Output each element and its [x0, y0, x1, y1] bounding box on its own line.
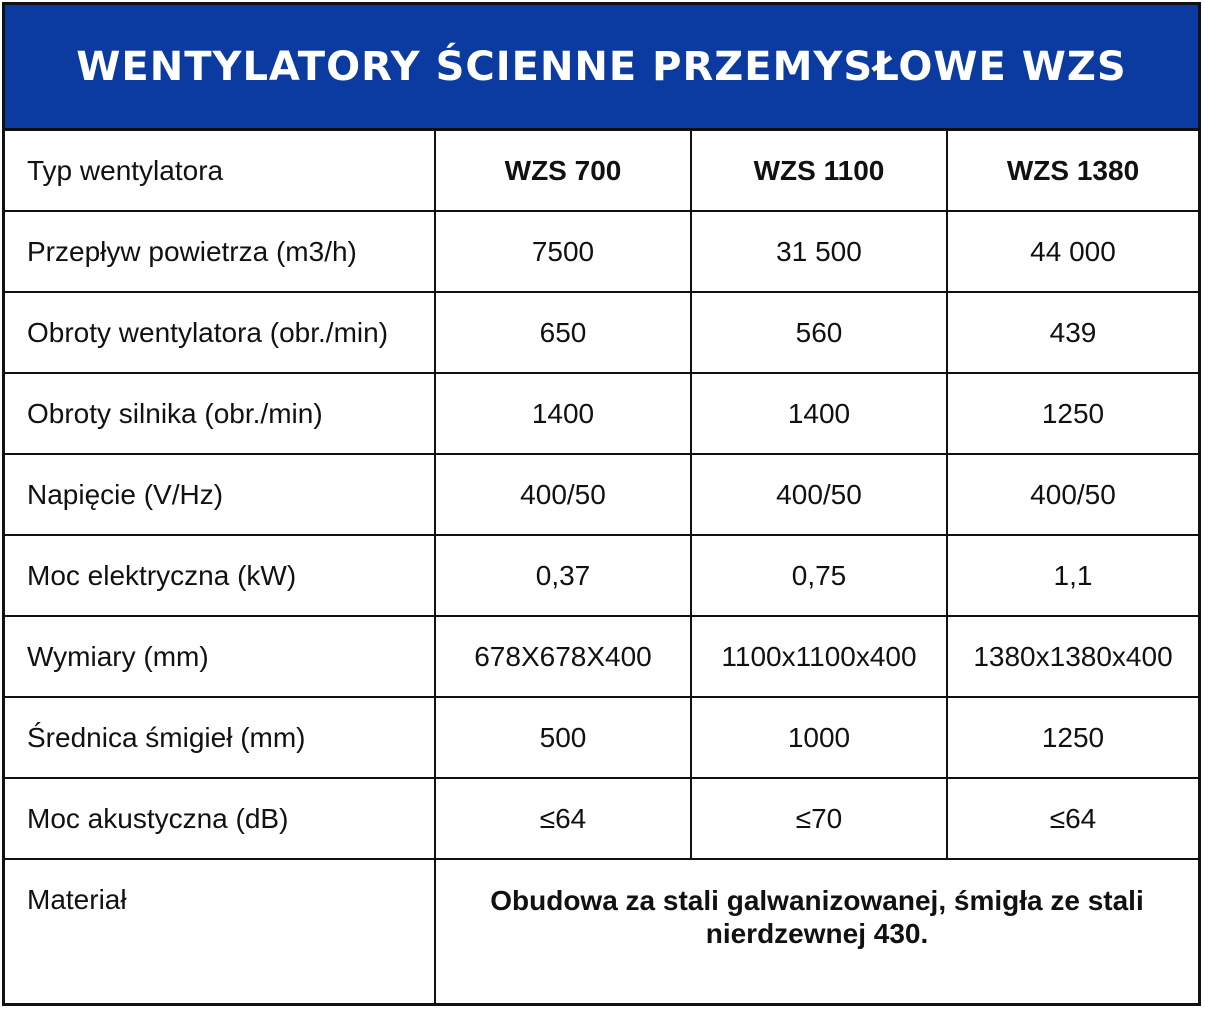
spec-table — [5, 131, 1198, 1004]
model-header-wzs-700: WZS 700 — [435, 131, 691, 211]
cell-value: 1250 — [947, 697, 1198, 778]
cell-value: 1000 — [691, 697, 947, 778]
cell-value: 650 — [435, 292, 691, 373]
row-airflow — [5, 211, 1198, 292]
row-blade-diameter — [5, 697, 1198, 778]
row-acoustic-power — [5, 778, 1198, 859]
row-label: Przepływ powietrza (m3/h) — [5, 211, 435, 292]
cell-value: 400/50 — [691, 454, 947, 535]
row-label: Moc elektryczna (kW) — [5, 535, 435, 616]
cell-value: 500 — [435, 697, 691, 778]
cell-value: 44 000 — [947, 211, 1198, 292]
page-title: WENTYLATORY ŚCIENNE PRZEMYSŁOWE WZS — [76, 43, 1127, 90]
row-label: Moc akustyczna (dB) — [5, 778, 435, 859]
cell-value: 439 — [947, 292, 1198, 373]
row-label: Średnica śmigieł (mm) — [5, 697, 435, 778]
cell-value: 7500 — [435, 211, 691, 292]
spec-sheet — [2, 2, 1201, 1006]
cell-value: 1380x1380x400 — [947, 616, 1198, 697]
row-label: Napięcie (V/Hz) — [5, 454, 435, 535]
title-banner — [5, 5, 1198, 131]
row-label: Materiał — [5, 859, 435, 1004]
cell-value: 1100x1100x400 — [691, 616, 947, 697]
cell-value: 400/50 — [435, 454, 691, 535]
model-header-wzs-1380: WZS 1380 — [947, 131, 1198, 211]
cell-value: 0,75 — [691, 535, 947, 616]
cell-value: 1250 — [947, 373, 1198, 454]
cell-value: 0,37 — [435, 535, 691, 616]
cell-value: 1400 — [691, 373, 947, 454]
cell-value: ≤70 — [691, 778, 947, 859]
row-label: Obroty wentylatora (obr./min) — [5, 292, 435, 373]
cell-value: 1400 — [435, 373, 691, 454]
row-label: Wymiary (mm) — [5, 616, 435, 697]
cell-value: 678X678X400 — [435, 616, 691, 697]
cell-value: ≤64 — [947, 778, 1198, 859]
cell-value: 31 500 — [691, 211, 947, 292]
cell-value: 400/50 — [947, 454, 1198, 535]
model-header-wzs-1100: WZS 1100 — [691, 131, 947, 211]
header-row — [5, 131, 1198, 211]
row-motor-speed — [5, 373, 1198, 454]
row-fan-speed — [5, 292, 1198, 373]
row-voltage — [5, 454, 1198, 535]
row-power — [5, 535, 1198, 616]
cell-value: 560 — [691, 292, 947, 373]
cell-value: 1,1 — [947, 535, 1198, 616]
row-material — [5, 859, 1198, 1004]
cell-value: ≤64 — [435, 778, 691, 859]
header-label: Typ wentylatora — [5, 131, 435, 211]
material-value: Obudowa za stali galwanizowanej, śmigła ze stali nierdzewnej 430. — [435, 859, 1198, 1004]
row-label: Obroty silnika (obr./min) — [5, 373, 435, 454]
row-dimensions — [5, 616, 1198, 697]
